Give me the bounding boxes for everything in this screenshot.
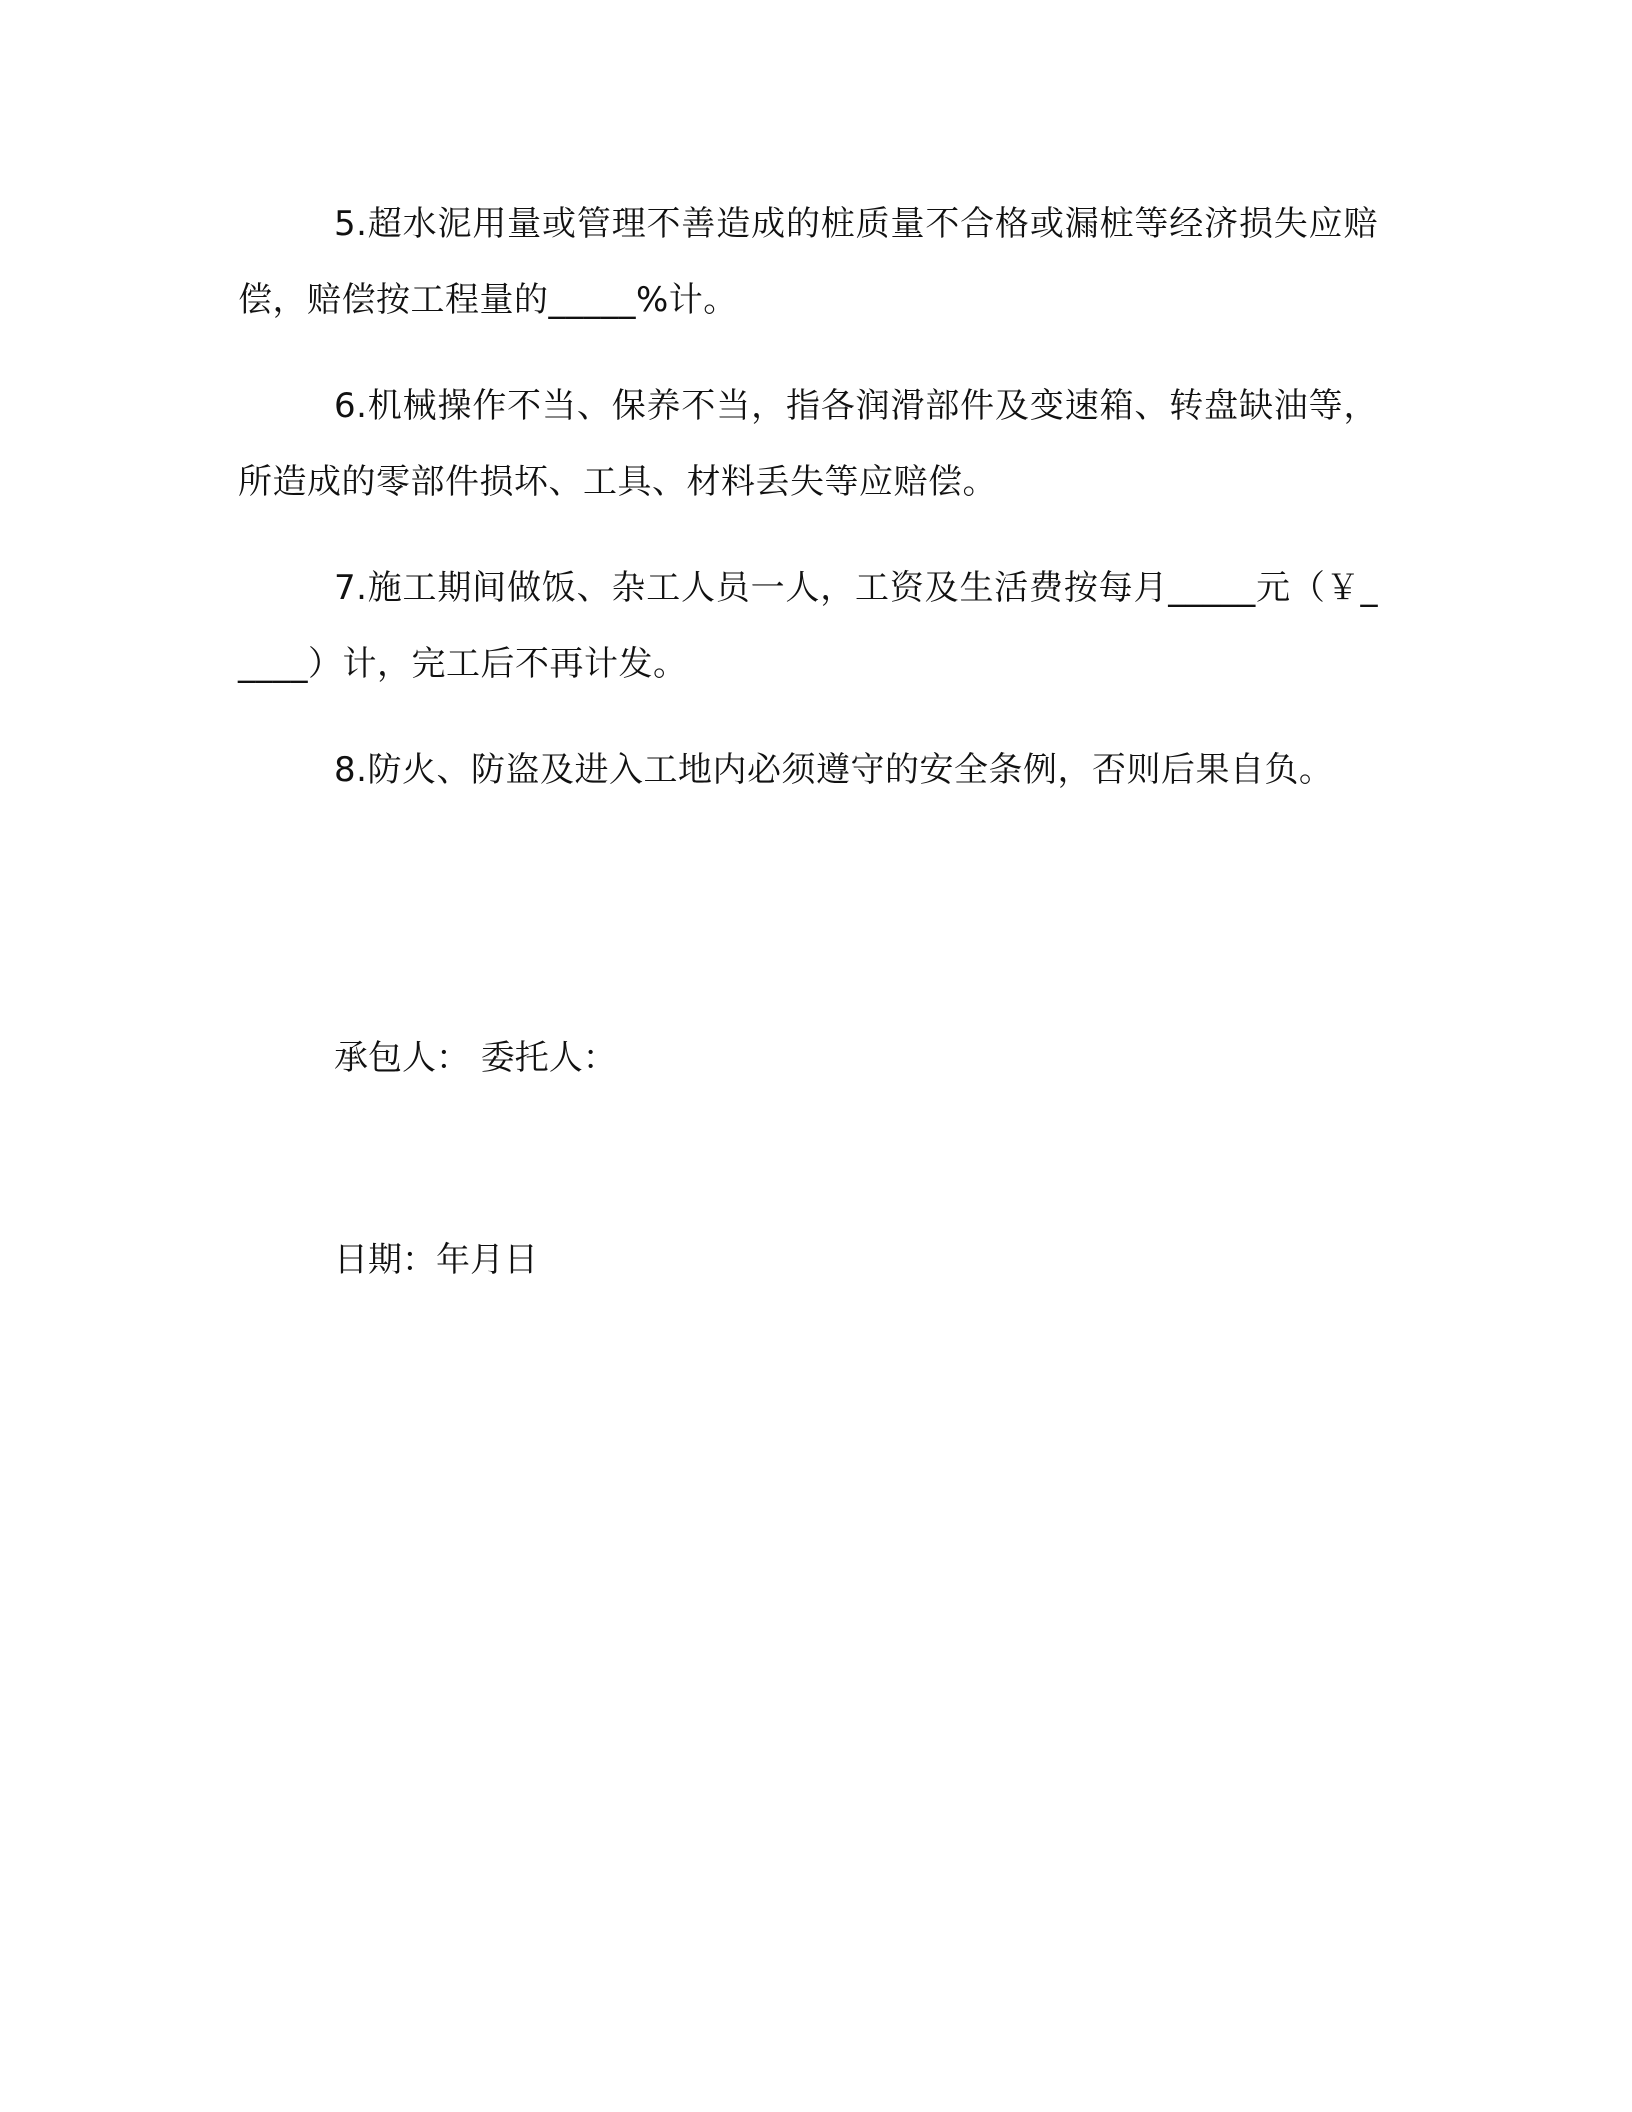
- clause-list: [238, 186, 1378, 838]
- signature-parties: 承包人： 委托人：: [334, 1038, 617, 1078]
- clause-8: 8.防火、防盗及进入工地内必须遵守的安全条例，否则后果自负。: [334, 750, 1334, 790]
- signature-date: 日期：年月日: [334, 1240, 538, 1280]
- clause-6: 6.机械操作不当、保养不当，指各润滑部件及变速箱、转盘缺油等，所造成的零部件损坏、工具、材料丢失等应赔偿。: [238, 386, 1378, 502]
- clause-5: 5.超水泥用量或管理不善造成的桩质量不合格或漏桩等经济损失应赔偿，赔偿按工程量的_____%计。: [238, 204, 1378, 320]
- clause-7: 7.施工期间做饭、杂工人员一人，工资及生活费按每月_____元（￥_____）计，完工后不再计发。: [238, 568, 1378, 684]
